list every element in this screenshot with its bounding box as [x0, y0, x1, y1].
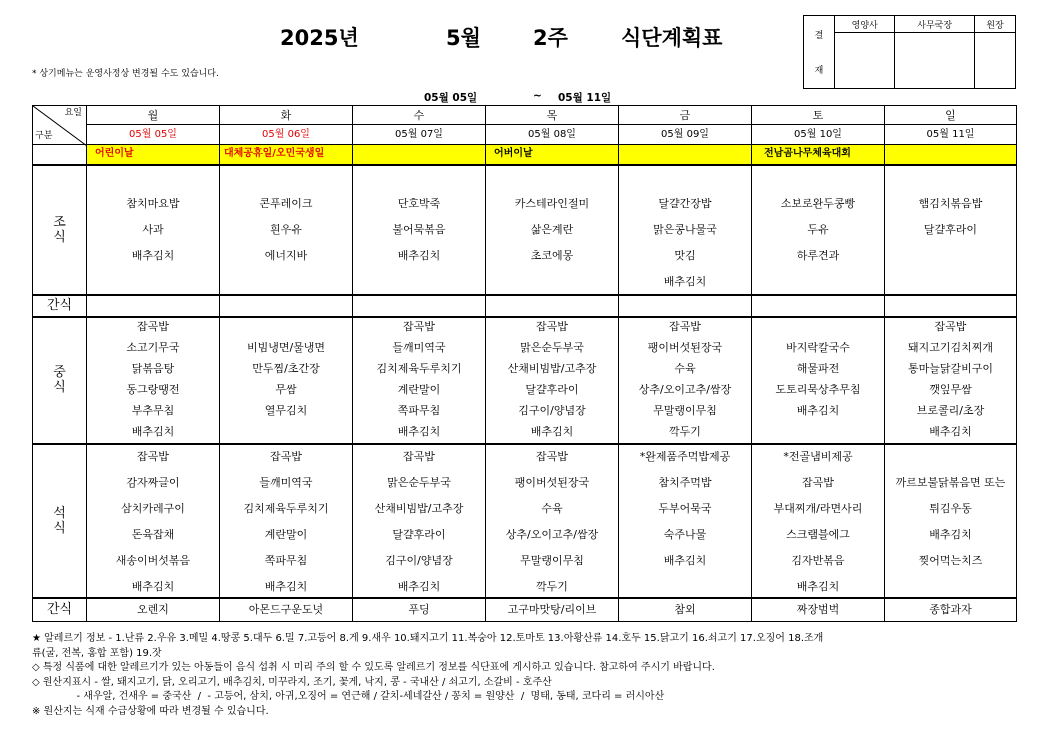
corner-type-label: 구분	[35, 131, 53, 141]
menu-item: 무말랭이무침	[653, 404, 717, 416]
menu-item: 감자짜글이	[126, 476, 180, 488]
menu-item: 들깨미역국	[259, 476, 313, 488]
menu-item: 맛김	[674, 249, 696, 261]
lunch-cell	[752, 317, 885, 444]
snack1-cell	[619, 295, 752, 317]
menu-item: 깍두기	[669, 425, 701, 437]
snack2-cell: 푸딩	[353, 598, 486, 622]
menu-item: 김구이/양념장	[518, 404, 586, 416]
menu-table	[32, 105, 1017, 622]
origin-change-notice: ※ 원산지는 식재 수급상황에 따라 변경될 수 있습니다.	[32, 705, 269, 717]
day-name: 금	[619, 106, 752, 125]
range-start: 05월 05일	[424, 92, 478, 104]
title-week: 2주	[533, 26, 568, 50]
menu-item: 콘푸레이크	[259, 197, 313, 209]
menu-item: 배추김치	[796, 404, 840, 416]
menu-item: 참치마요밥	[126, 197, 180, 209]
approval-role: 영양사	[835, 16, 895, 33]
snack2-row	[33, 598, 1017, 622]
menu-item: 잡곡밥	[403, 320, 435, 332]
menu-item: 하루견과	[796, 249, 840, 261]
origin-info: ◇ 원산지표시 - 쌀, 돼지고기, 닭, 오리고기, 배추김치, 미꾸라지, 조기, 꽃게, 낙지, 콩 - 국내산 / 쇠고기, 소갈비 - 호주산	[32, 676, 552, 688]
snack2-cell: 아몬드구운도넛	[220, 598, 353, 622]
menu-item: 맑은콩나물국	[653, 223, 717, 235]
menu-item: 배추김치	[663, 554, 707, 566]
footer-notes	[32, 632, 1022, 719]
approval-box	[803, 15, 1016, 89]
approval-side-label: 결 재	[804, 16, 835, 89]
dinner-cell	[486, 444, 619, 598]
corner-cell	[33, 106, 87, 145]
holiday-label	[619, 145, 752, 165]
menu-item: 튀김우동	[929, 502, 972, 514]
snack1-cell	[87, 295, 220, 317]
dinner-cell	[885, 444, 1017, 598]
holiday-label: 어버이날	[486, 145, 619, 165]
range-tilde: ~	[533, 90, 542, 102]
snack2-cell: 고구마맛탕/리이브	[486, 598, 619, 622]
menu-item: 배추김치	[929, 425, 972, 437]
menu-item: 삼치카레구이	[121, 502, 185, 514]
lunch-cell	[220, 317, 353, 444]
allergy-info-cont: 류(굴, 전복, 홍합 포함) 19.잣	[32, 647, 162, 659]
menu-item: 배추김치	[131, 425, 175, 437]
allergy-notice: ◇ 특정 식품에 대한 알레르기가 있는 아동들이 음식 섭취 시 미리 주의 할 수 있도록 알레르기 정보를 식단표에 게시하고 있습니다. 참고하여 주시기 바랍니다.	[32, 662, 715, 673]
breakfast-label: 조 식	[33, 165, 87, 295]
breakfast-cell	[87, 165, 220, 295]
day-name: 화	[220, 106, 353, 125]
menu-item: 닭볶음탕	[131, 362, 175, 374]
breakfast-cell	[885, 165, 1017, 295]
menu-item: 동그랑땡전	[126, 383, 180, 395]
day-name: 목	[486, 106, 619, 125]
day-name: 수	[353, 106, 486, 125]
date-range	[0, 90, 1049, 104]
menu-item: 열무김치	[264, 404, 308, 416]
snack1-cell	[486, 295, 619, 317]
menu-item: 배추김치	[796, 580, 840, 592]
lunch-cell	[619, 317, 752, 444]
day-date: 05월 05일	[87, 125, 220, 145]
dinner-cell	[353, 444, 486, 598]
menu-item: 쪽파무침	[397, 404, 441, 416]
menu-item: 찢어먹는치즈	[918, 554, 983, 566]
menu-item: 김치제육두루치기	[376, 362, 462, 374]
menu-item: 잡곡밥	[802, 476, 834, 488]
lunch-cell	[353, 317, 486, 444]
snack2-cell: 종합과자	[885, 598, 1017, 622]
day-name: 월	[87, 106, 220, 125]
origin-info-cont: - 새우알, 건새우 = 중국산 / - 고등어, 삼치, 아귀,오징어 = 연근해 / 갈치-세네갈산 / 꽁치 = 원양산 / 명태, 동태, 코다리 = 러시아산	[32, 691, 665, 702]
menu-item: 에너지바	[264, 249, 308, 261]
menu-item: 부추무침	[131, 404, 175, 416]
menu-item: 두부어묵국	[658, 502, 712, 514]
holiday-label: 어린이날	[87, 145, 220, 165]
menu-item: 잡곡밥	[137, 450, 169, 462]
menu-item: 잡곡밥	[403, 450, 435, 462]
menu-item: 김치제육두루치기	[243, 502, 329, 514]
menu-item: 배추김치	[131, 249, 175, 261]
allergy-info: ★ 알레르기 정보 - 1.난류 2.우유 3.메밀 4.땅콩 5.대두 6.밀 7.고등어 8.게 9.새우 10.돼지고기 11.복숭아 12.토마토 13.아황산류 14.호두 15.닭고기 16.쇠고기 17.오징어 18.조개	[32, 633, 824, 644]
menu-item: 배추김치	[264, 580, 308, 592]
holiday-label: 전남곰나무체육대회	[752, 145, 885, 165]
menu-item: 배추김치	[131, 580, 175, 592]
day-date: 05월 08일	[486, 125, 619, 145]
breakfast-cell	[220, 165, 353, 295]
menu-item: *완제품주먹밥제공	[639, 450, 731, 462]
dinner-cell	[619, 444, 752, 598]
breakfast-row	[33, 165, 1017, 295]
dinner-cell	[87, 444, 220, 598]
menu-item: 잡곡밥	[934, 320, 967, 332]
day-date: 05월 06일	[220, 125, 353, 145]
day-name: 토	[752, 106, 885, 125]
menu-item: 잡곡밥	[270, 450, 302, 462]
menu-item: 수육	[541, 502, 563, 514]
menu-item: 잡곡밥	[137, 320, 169, 332]
menu-item: 상추/오이고추/쌈장	[638, 383, 732, 395]
day-date: 05월 11일	[885, 125, 1017, 145]
menu-item: 새송이버섯볶음	[115, 554, 191, 566]
lunch-label: 중 식	[33, 317, 87, 444]
dinner-cell	[752, 444, 885, 598]
menu-item: 배추김치	[397, 580, 441, 592]
snack2-label: 간식	[33, 598, 87, 622]
menu-item: 불어묵볶음	[392, 223, 446, 235]
menu-item: 팽이버섯된장국	[647, 341, 723, 353]
menu-item: 까르보불닭볶음면 또는	[895, 476, 1006, 488]
menu-item: 배추김치	[397, 249, 441, 261]
holiday-label	[885, 145, 1017, 165]
menu-item: 깻잎무쌈	[929, 383, 972, 395]
menu-item: 계란말이	[397, 383, 441, 395]
menu-item: *전골냄비제공	[783, 450, 853, 462]
menu-item: 도토리묵상추무침	[775, 383, 861, 395]
breakfast-cell	[752, 165, 885, 295]
menu-item: 맑은순두부국	[387, 476, 451, 488]
menu-item: 만두찜/초간장	[252, 362, 320, 374]
menu-item: 김자반볶음	[791, 554, 845, 566]
approval-sign-box[interactable]	[975, 33, 1016, 89]
menu-item: 무말랭이무침	[520, 554, 584, 566]
holiday-row-label	[33, 145, 87, 165]
menu-item: 바지락칼국수	[786, 341, 850, 353]
menu-item: 깍두기	[536, 580, 568, 592]
holiday-label	[353, 145, 486, 165]
menu-item: 상추/오이고추/쌈장	[505, 528, 599, 540]
snack2-cell: 오렌지	[87, 598, 220, 622]
menu-item: 산채비빔밥/고추장	[507, 362, 597, 374]
menu-item: 흰우유	[270, 223, 302, 235]
menu-item: 잡곡밥	[669, 320, 701, 332]
snack1-row	[33, 295, 1017, 317]
day-date: 05월 09일	[619, 125, 752, 145]
approval-sign-box[interactable]	[835, 33, 895, 89]
snack1-cell	[220, 295, 353, 317]
dinner-label: 석 식	[33, 444, 87, 598]
menu-item: 카스테라인절미	[514, 197, 590, 209]
breakfast-cell	[353, 165, 486, 295]
menu-change-note: * 상기메뉴는 운영사정상 변경될 수도 있습니다.	[32, 69, 219, 79]
breakfast-cell	[486, 165, 619, 295]
menu-item: 배추김치	[397, 425, 441, 437]
menu-item: 스크램블에그	[786, 528, 850, 540]
menu-item: 달걀후라이	[525, 383, 579, 395]
menu-item: 배추김치	[530, 425, 574, 437]
snack1-cell	[885, 295, 1017, 317]
menu-item: 햄김치볶음밥	[918, 197, 983, 209]
lunch-cell	[486, 317, 619, 444]
menu-item: 팽이버섯된장국	[514, 476, 590, 488]
snack1-cell	[353, 295, 486, 317]
menu-item: 맑은순두부국	[520, 341, 584, 353]
menu-item: 달걀후라이	[923, 223, 978, 235]
menu-item: 삶은계란	[530, 223, 574, 235]
menu-item: 잡곡밥	[536, 450, 568, 462]
menu-item: 소고기무국	[126, 341, 180, 353]
lunch-cell	[885, 317, 1017, 444]
menu-item: 돼지고기김치찌개	[907, 341, 993, 353]
approval-role: 사무국장	[895, 16, 975, 33]
menu-item: 해물파전	[796, 362, 840, 374]
menu-item: 통마늘닭갈비구이	[907, 362, 993, 374]
menu-item: 달걀후라이	[392, 528, 446, 540]
dinner-row	[33, 444, 1017, 598]
title-name: 식단계획표	[621, 26, 723, 50]
menu-item: 부대찌개/라면사리	[773, 502, 863, 514]
menu-item: 단호박죽	[397, 197, 441, 209]
range-end: 05월 11일	[558, 92, 612, 104]
menu-item: 들깨미역국	[392, 341, 446, 353]
menu-item: 산채비빔밥/고추장	[374, 502, 464, 514]
day-date: 05월 10일	[752, 125, 885, 145]
menu-item: 쪽파무침	[264, 554, 308, 566]
title-month: 5월	[446, 26, 481, 50]
title-year: 2025년	[280, 26, 359, 50]
lunch-cell	[87, 317, 220, 444]
menu-item: 잡곡밥	[536, 320, 568, 332]
snack2-cell: 참외	[619, 598, 752, 622]
menu-item: 숙주나물	[663, 528, 707, 540]
menu-item: 참치주먹밥	[658, 476, 712, 488]
menu-item: 김구이/양념장	[385, 554, 453, 566]
approval-sign-box[interactable]	[895, 33, 975, 89]
breakfast-cell	[619, 165, 752, 295]
approval-role: 원장	[975, 16, 1016, 33]
dinner-cell	[220, 444, 353, 598]
day-name: 일	[885, 106, 1017, 125]
corner-day-label: 요일	[64, 108, 82, 118]
snack2-cell: 짜장범벅	[752, 598, 885, 622]
menu-item: 달걀간장밥	[658, 197, 712, 209]
menu-item: 계란말이	[264, 528, 308, 540]
menu-item: 비빔냉면/물냉면	[246, 341, 326, 353]
snack1-cell	[752, 295, 885, 317]
snack1-label: 간식	[33, 295, 87, 317]
lunch-row	[33, 317, 1017, 444]
menu-item: 무쌈	[275, 383, 297, 395]
holiday-label: 대체공휴일/오민국생일	[220, 145, 353, 165]
menu-item: 사과	[142, 223, 164, 235]
menu-item: 배추김치	[929, 528, 972, 540]
menu-item: 브로콜리/초장	[916, 404, 985, 416]
menu-item: 수육	[674, 362, 696, 374]
menu-item: 돈육잡채	[131, 528, 175, 540]
menu-item: 두유	[807, 223, 829, 235]
menu-item: 배추김치	[663, 275, 707, 287]
menu-item: 초코에몽	[530, 249, 574, 261]
day-date: 05월 07일	[353, 125, 486, 145]
menu-item: 소보로완두콩빵	[780, 197, 856, 209]
